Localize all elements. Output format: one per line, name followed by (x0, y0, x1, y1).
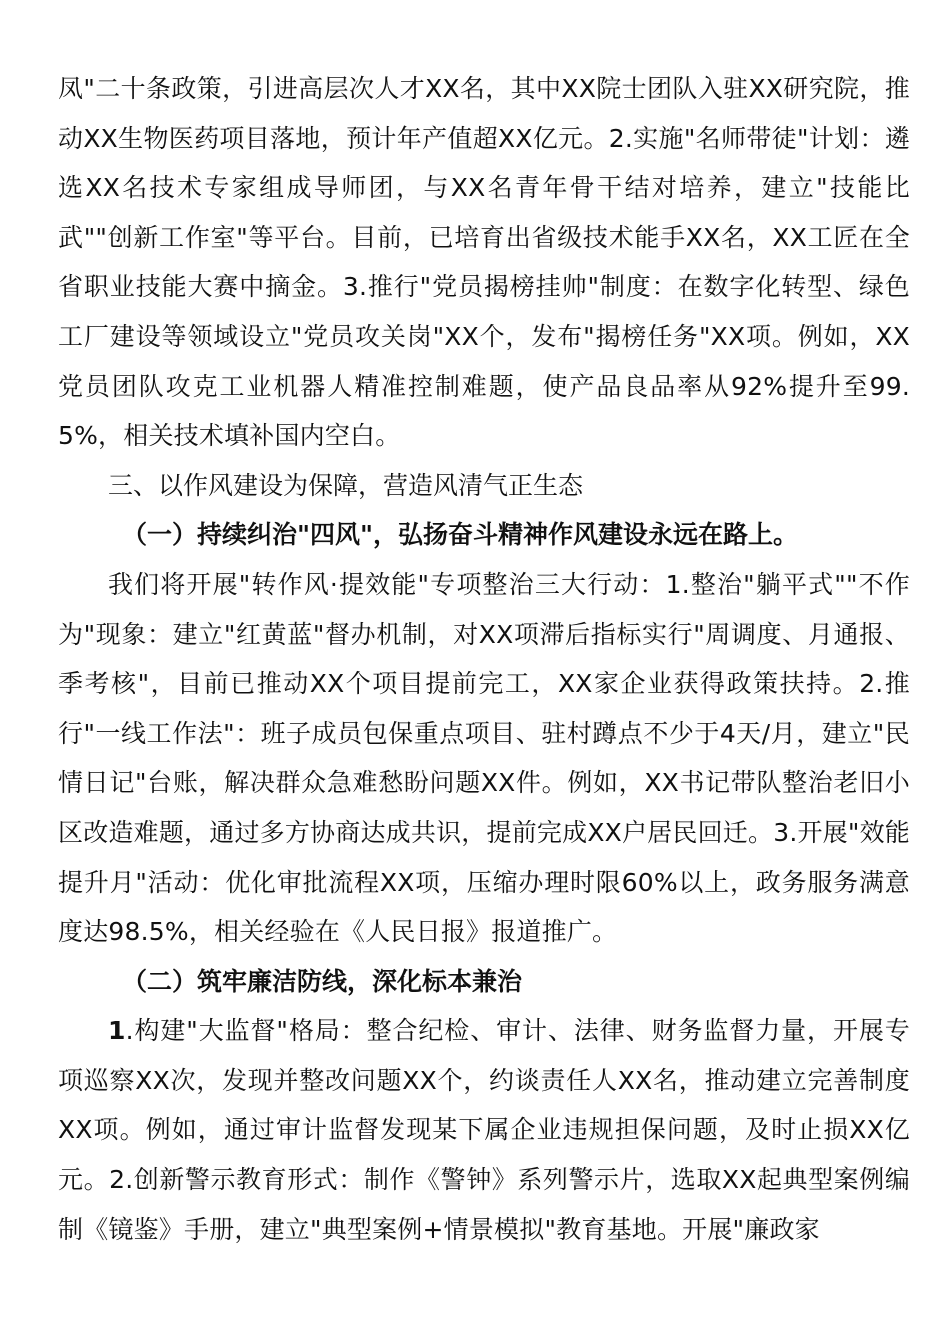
paragraph-supervision-text: .构建"大监督"格局：整合纪检、审计、法律、财务监督力量，开展专项巡察XX次，发现并整改问题XX个，约谈责任人XX名，推动建立完善制度XX项。例如，通过审计监督发现某下属企业违规担保问题，及时止损XX亿元。2.创新警示教育形式：制作《警钟》系列警示片，选取XX起典型案例编制《镜鉴》手册，建立"典型案例+情景模拟"教育基地。开展"廉政家 (58, 1016, 910, 1244)
subsection-heading-2: （二）筑牢廉洁防线，深化标本兼治 (122, 966, 523, 996)
paragraph-supervision (58, 1006, 910, 1254)
paragraph-talent-policy: 凤"二十条政策，引进高层次人才XX名，其中XX院士团队入驻XX研究院，推动XX生物医药项目落地，预计年产值超XX亿元。2.实施"名师带徒"计划：遴选XX名技术专家组成导师团，与XX名青年骨干结对培养，建立"技能比武""创新工作室"等平台。目前，已培育出省级技术能手XX名，XX工匠在全省职业技能大赛中摘金。3.推行"党员揭榜挂帅"制度：在数字化转型、绿色工厂建设等领域设立"党员攻关岗"XX个，发布"揭榜任务"XX项。例如，XX党员团队攻克工业机器人精准控制难题，使产品良品率从92%提升至99.5%，相关技术填补国内空白。 (58, 74, 910, 451)
list-number: 1 (108, 1016, 126, 1046)
paragraph-work-style: 我们将开展"转作风·提效能"专项整治三大行动：1.整治"躺平式""不作为"现象：建立"红黄蓝"督办机制，对XX项滞后指标实行"周调度、月通报、季考核"，目前已推动XX个项目提前完工，XX家企业获得政策扶持。2.推行"一线工作法"：班子成员包保重点项目、驻村蹲点不少于4天/月，建立"民情日记"台账，解决群众急难愁盼问题XX件。例如，XX书记带队整治老旧小区改造难题，通过多方协商达成共识，提前完成XX户居民回迁。3.开展"效能提升月"活动：优化审批流程XX项，压缩办理时限60%以上，政务服务满意度达98.5%，相关经验在《人民日报》报道推广。 (58, 569, 910, 947)
subsection-heading-1: （一）持续纠治"四风"，弘扬奋斗精神作风建设永远在路上。 (122, 520, 799, 550)
document-page (58, 64, 910, 1254)
section-heading-3: 三、以作风建设为保障，营造风清气正生态 (108, 470, 584, 500)
